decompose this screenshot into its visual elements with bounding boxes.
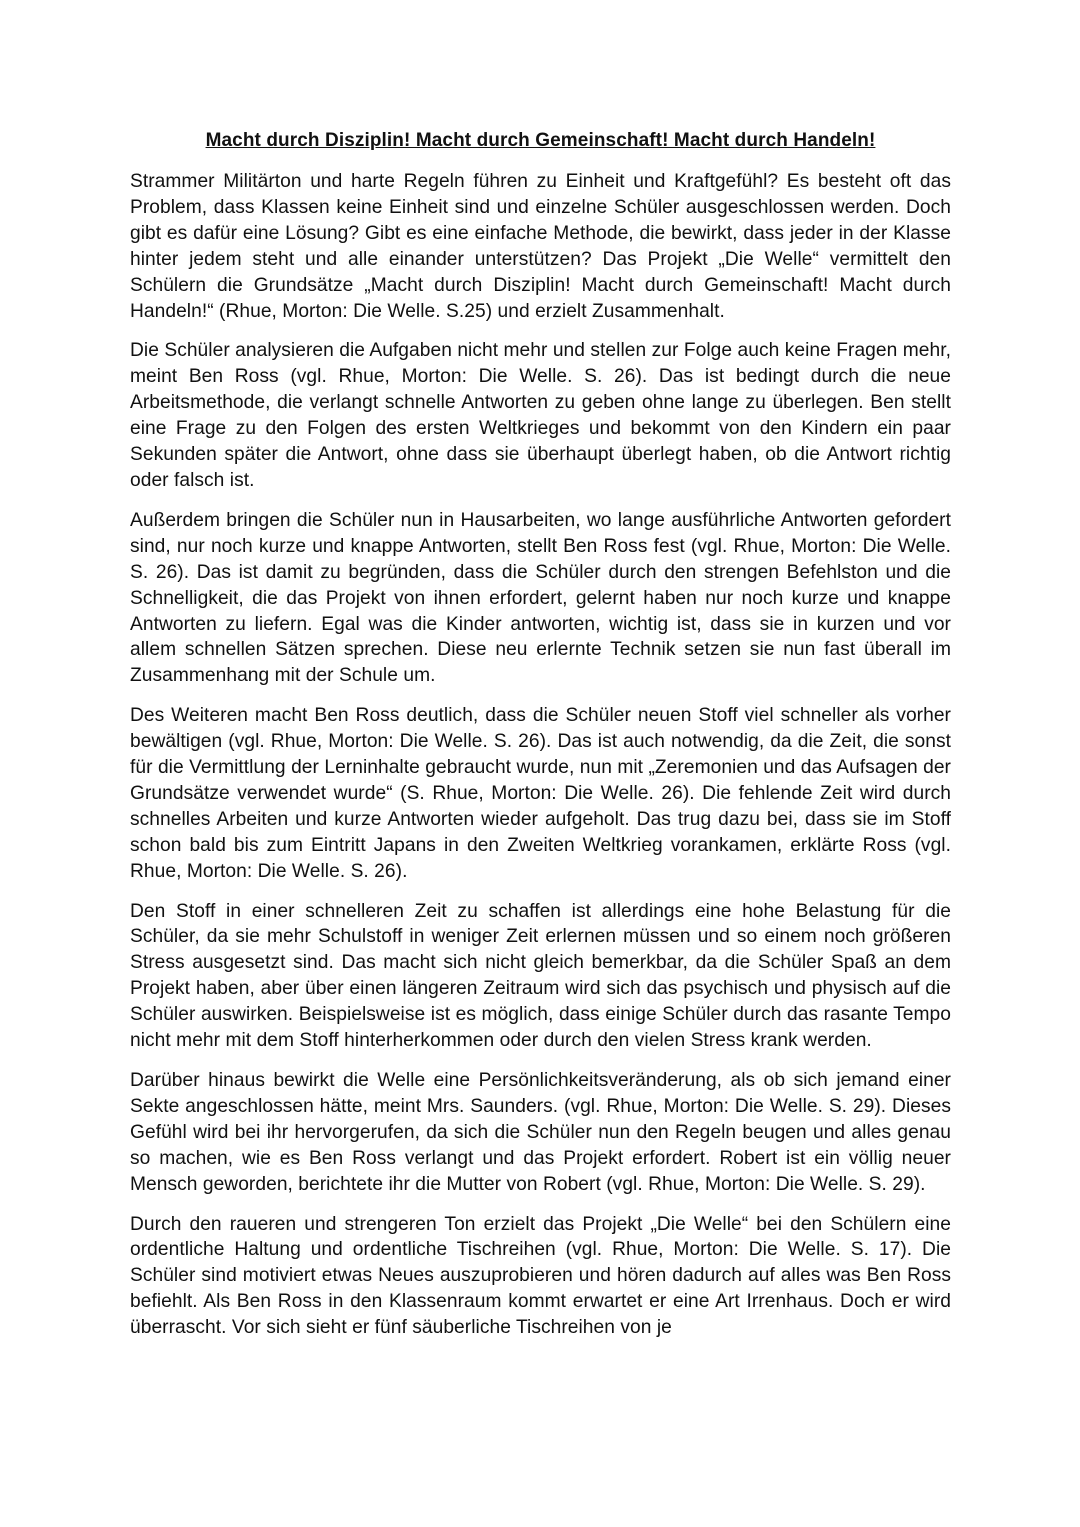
paragraph-homework: Außerdem bringen die Schüler nun in Hausarbeiten, wo lange ausführliche Antworten gefordert sind, nur noch kurze und knappe Antworten, stellt Ben Ross fest (vgl. Rhue, Morton: Die Welle. S. 26). Das ist damit zu begründen, dass die Schüler durch den strengen Befehlston und die Schnelligkeit, die das Projekt von ihnen erfordert, gelernt haben nur noch kurze und knappe Antworten zu liefern. Egal was die Kinder antworten, wichtig ist, dass sie in kurzen und vor allem schnellen Sätzen sprechen. Diese neu erlernte Technik setzen sie nun fast überall im Zusammenhang mit der Schule um. [130, 509, 951, 687]
paragraph-personality: Darüber hinaus bewirkt die Welle eine Persönlichkeitsveränderung, als ob sich jemand einer Sekte angeschlossen hätte, meint Mrs. Saunders. (vgl. Rhue, Morton: Die Welle. S. 29). Dieses Gefühl wird bei ihr hervorgerufen, da sich die Schüler nun den Regeln beugen und alles genau so machen, wie es Ben Ross verlangt und das Projekt erfordert. Robert ist ein völlig neuer Mensch geworden, berichtete ihr die Mutter von Robert (vgl. Rhue, Morton: Die Welle. S. 29). [130, 1070, 951, 1195]
document-title: Macht durch Disziplin! Macht durch Gemeinschaft! Macht durch Handeln! [205, 130, 876, 151]
paragraph-discipline: Durch den raueren und strengeren Ton erzielt das Projekt „Die Welle“ bei den Schülern eine ordentliche Haltung und ordentliche Tischreihen (vgl. Rhue, Morton: Die Welle. S. 17). Die Schüler sind motiviert etwas Neues auszuprobieren und hören dadurch auf alles was Ben Ross befiehlt. Als Ben Ross in den Klassenraum kommt erwartet er eine Art Irrenhaus. Doch er wird überrascht. Vor sich sieht er fünf säuberliche Tischreihen von je [130, 1213, 951, 1339]
paragraph-introduction: Strammer Militärton und harte Regeln führen zu Einheit und Kraftgefühl? Es besteht oft das Problem, dass Klassen keine Einheit sind und einzelne Schüler ausgeschlossen werden. Doch gibt es dafür eine Lösung? Gibt es eine einfache Methode, die bewirkt, dass jeder in der Klasse hinter jedem steht und alle einander unterstützen? Das Projekt „Die Welle“ vermittelt den Schülern die Grundsätze „Macht durch Disziplin! Macht durch Gemeinschaft! Macht durch Handeln!“ (Rhue, Morton: Die Welle. S.25) und erzielt Zusammenhalt. [130, 171, 951, 322]
document-body [130, 128, 951, 1355]
paragraph-speed: Des Weiteren macht Ben Ross deutlich, dass die Schüler neuen Stoff viel schneller als vorher bewältigen (vgl. Rhue, Morton: Die Welle. S. 26). Das ist auch notwendig, da die Zeit, die sonst für die Vermittlung der Lerninhalte gebraucht wurde, nun mit „Zeremonien und das Aufsagen der Grundsätze verwendet wurde“ (S. Rhue, Morton: Die Welle. 26). Die fehlende Zeit wird durch schnelles Arbeiten und kurze Antworten wieder aufgeholt. Das trug dazu bei, dass sie im Stoff schon bald bis zum Eintritt Japans in den Zweiten Weltkrieg vorankamen, erklärte Ross (vgl. Rhue, Morton: Die Welle. S. 26). [130, 705, 951, 882]
paragraph-analysis: Die Schüler analysieren die Aufgaben nicht mehr und stellen zur Folge auch keine Fragen mehr, meint Ben Ross (vgl. Rhue, Morton: Die Welle. S. 26). Das ist bedingt durch die neue Arbeitsmethode, die verlangt schnelle Antworten zu geben ohne lange zu überlegen. Ben stellt eine Frage zu den Folgen des ersten Weltkrieges und bekommt von den Kindern ein paar Sekunden später die Antwort, ohne dass sie überhaupt überlegt haben, ob die Antwort richtig oder falsch ist. [130, 340, 951, 491]
paragraph-stress: Den Stoff in einer schnelleren Zeit zu schaffen ist allerdings eine hohe Belastung für die Schüler, da sie mehr Schulstoff in weniger Zeit erlernen müssen und so einem noch größeren Stress ausgesetzt sind. Das macht sich nicht gleich bemerkbar, da die Schüler Spaß an dem Projekt haben, aber über einen längeren Zeitraum wird sich das psychisch und physisch auf die Schüler auswirken. Beispielsweise ist es möglich, dass einige Schüler durch das rasante Tempo nicht mehr mit dem Stoff hinterherkommen oder durch den vielen Stress krank werden. [130, 900, 951, 1052]
